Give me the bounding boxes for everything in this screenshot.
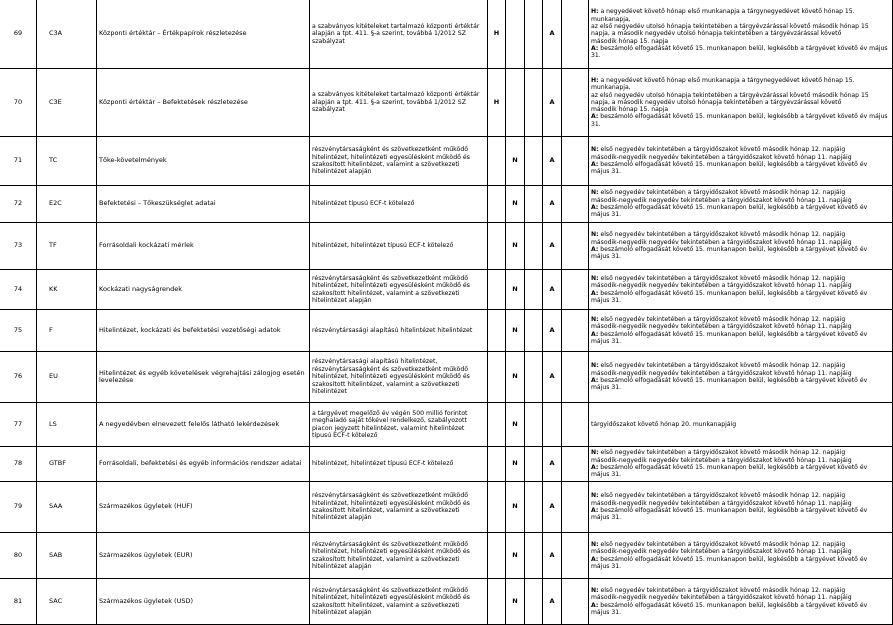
deadline-text: második-negyedik negyedév tekintetében a tárgyidőszakot követő hónap 11. napjáig [591,323,852,331]
flag-h [488,403,506,447]
deadline-label: A: [591,377,599,384]
deadline-line [591,492,890,499]
report-title: Központi értéktár – Befektetések részletezése [97,69,310,137]
deadline-text: első negyedév tekintetében a tárgyidőszakot követő második hónap 12. napjáig [600,146,846,154]
deadline-line [591,161,890,168]
submission-deadline [589,186,893,223]
deadline-line [591,168,890,175]
deadline-text: május 31. [591,471,622,479]
deadline-label: A: [591,330,599,338]
reporting-entities: részvénytársaságként és szövetkezetként működő hitelintézet, hitelintézeti egyesülésként működő és szakosított hitelintézet, valamint a szövetkezeti hitelintézet alapján [310,579,488,625]
empty-cell [562,482,589,533]
flag-a: A [543,579,562,625]
report-code: EU [37,352,97,403]
report-code: C3A [37,0,97,69]
flag-h [488,270,506,310]
report-title: Származékos ügyletek (HUF) [97,482,310,533]
deadline-text: május 31. [591,514,622,522]
submission-deadline [589,447,893,482]
empty-cell [562,69,589,137]
deadline-line [591,204,890,211]
deadline-line [591,556,890,563]
deadline-line [591,377,890,384]
deadline-text: május 31. [591,253,622,261]
empty-cell [562,352,589,403]
report-title: Forrásoldali kockázati mérlek [97,223,310,270]
deadline-label: N: [591,146,599,154]
row-number: 80 [0,533,37,579]
row-number: 77 [0,403,37,447]
deadline-text: második-negyedik negyedév tekintetében a tárgyidőszakot követő hónap 11. napjáig [591,238,852,246]
deadline-text: május 31. [591,296,622,304]
deadline-line [591,338,890,345]
table-row [0,137,893,186]
deadline-text: első negyedév tekintetében a tárgyidőszakot követő második hónap 12. napjáig [600,231,846,239]
row-number: 81 [0,579,37,625]
submission-deadline [589,137,893,186]
deadline-text: beszámoló elfogadását követő 15. munkanapon belül, legkésőbb a tárgyévet követő év [600,161,868,168]
deadline-line [591,92,890,99]
flag-h [488,223,506,270]
flag-a: A [543,270,562,310]
report-code: C3E [37,69,97,137]
deadline-text: első negyedév tekintetében a tárgyidőszakot követő második hónap 12. napjáig [600,315,846,323]
submission-deadline [589,69,893,137]
deadline-line [591,282,890,289]
deadline-line [591,594,890,601]
flag-n: N [506,403,525,447]
deadline-line [591,421,890,428]
empty-cell [525,482,543,533]
flag-h: H [488,0,506,69]
reporting-entities: részvénytársaságként és szövetkezetként működő hitelintézet, hitelintézeti egyesülésként működő és szakosított hitelintézet, valamint a szövetkezeti hitelintézet alapján [310,270,488,310]
empty-cell [525,352,543,403]
report-code: SAB [37,533,97,579]
deadline-text: május 31. [591,168,622,176]
empty-cell [562,310,589,352]
submission-deadline [589,352,893,403]
row-number: 74 [0,270,37,310]
deadline-text: beszámoló elfogadását követő 15. munkanapon belül, legkésőbb a tárgyévet követő év [600,555,868,563]
deadline-label: A: [591,289,599,297]
deadline-line [591,548,890,555]
empty-cell [562,137,589,186]
deadline-text: második-negyedik negyedév tekintetében a tárgyidőszakot követő hónap 11. napjáig [591,456,852,464]
deadline-text: első negyedév tekintetében a tárgyidőszakot követő második hónap 12. napjáig [600,540,846,548]
deadline-line [591,231,890,238]
deadline-line [591,500,890,507]
reporting-entities: részvénytársasági alapítású hitelintézet hitelintézet [310,310,488,352]
deadline-label: A: [591,161,599,168]
table-row [0,533,893,579]
flag-h [488,579,506,625]
empty-cell [562,403,589,447]
flag-h [488,310,506,352]
flag-a: A [543,0,562,69]
deadline-text: második-negyedik negyedév tekintetében a tárgyidőszakot követő hónap 11. napjáig [591,282,852,290]
flag-a: A [543,352,562,403]
submission-deadline [589,270,893,310]
flag-h [488,533,506,579]
table-row [0,310,893,352]
deadline-text: második-negyedik negyedév tekintetében a tárgyidőszakot követő hónap 11. napjáig [591,153,852,161]
deadline-text: napja, a második negyedév utolsó hónapja tekintetében a tárgyévzárással követő [591,30,842,38]
deadline-text: első negyedév tekintetében a tárgyidőszakot követő második hónap 12. napjáig [600,189,846,197]
deadline-text: május 31. [591,562,622,570]
table-row [0,352,893,403]
deadline-label: A: [591,507,599,514]
flag-n [506,69,525,137]
flag-n: N [506,186,525,223]
table-row [0,270,893,310]
deadline-line [591,449,890,456]
deadline-line [591,471,890,478]
flag-n: N [506,482,525,533]
empty-cell [525,69,543,137]
deadline-text: beszámoló elfogadását követő 15. munkanapon belül, legkésőbb a tárgyévet követő év [600,507,868,514]
deadline-label: H: [591,8,599,16]
empty-cell [562,186,589,223]
deadline-text: május 31. [591,337,622,345]
reporting-entities: hitelintézet típusú ECF-t kötelező [310,186,488,223]
deadline-line [591,457,890,464]
reporting-entities: hitelintézet, hitelintézet típusú ECF-t kötelező [310,447,488,482]
deadline-line [591,609,890,616]
deadline-label: N: [591,315,599,323]
row-number: 71 [0,137,37,186]
deadline-line [591,38,890,45]
table-row [0,69,893,137]
deadline-text: május 31. [591,384,622,392]
deadline-text: második-negyedik negyedév tekintetében a tárgyidőszakot követő hónap 11. napjáig [591,594,852,602]
deadline-label: A: [591,204,599,211]
submission-deadline [589,533,893,579]
deadline-text: első negyedév tekintetében a tárgyidőszakot követő második hónap 12. napjáig [600,586,846,594]
flag-a: A [543,186,562,223]
deadline-line [591,297,890,304]
deadline-line [591,154,890,161]
deadline-line [591,45,890,60]
flag-h [488,137,506,186]
report-code: SAA [37,482,97,533]
reporting-entities: részvénytársaságként és szövetkezetként működő hitelintézet, hitelintézeti egyesülésként működő és szakosított hitelintézet, valamint a szövetkezeti hitelintézet alapján [310,137,488,186]
flag-n: N [506,533,525,579]
empty-cell [525,533,543,579]
empty-cell [525,223,543,270]
empty-cell [525,403,543,447]
submission-deadline [589,482,893,533]
deadline-line [591,8,890,23]
report-title: Központi értéktár – Értékpapírok részletezése [97,0,310,69]
deadline-text: a negyedévet követő hónap első munkanapja a tárgynegyedévet követő hónap 15. munkanapja, [591,76,855,92]
empty-cell [562,0,589,69]
flag-n: N [506,352,525,403]
report-code: E2C [37,186,97,223]
deadline-text: beszámoló elfogadását követő 15. munkanapon belül, legkésőbb a tárgyévet követő év [600,330,868,338]
deadline-text: napja, a második negyedév utolsó hónapja tekintetében a tárgyévzárással követő [591,98,842,106]
deadline-line [591,362,890,369]
flag-n: N [506,579,525,625]
deadline-label: A: [591,464,599,471]
flag-n: N [506,270,525,310]
deadline-text: második-negyedik negyedév tekintetében a tárgyidőszakot követő hónap 11. napjáig [591,196,852,204]
submission-deadline [589,0,893,69]
deadline-line [591,211,890,218]
deadline-line [591,331,890,338]
deadline-line [591,246,890,253]
deadline-text: első negyedév tekintetében a tárgyidőszakot követő második hónap 12. napjáig [600,362,846,370]
deadline-label: N: [591,362,599,370]
flag-h [488,352,506,403]
deadline-text: második hónap 15. napja [591,106,669,114]
deadline-text: beszámoló elfogadását követő 15. munkanapon belül, legkésőbb a tárgyévet követő év [600,464,868,471]
deadline-text: az első negyedév utolsó hónapja tekintetében a tárgyévzárással követő második hónap 15 [591,23,869,31]
row-number: 69 [0,0,37,69]
report-title: A negyedévben elnevezett felelős látható lekérdezések [97,403,310,447]
deadline-text: beszámoló elfogadását követő 15. munkanapon belül, legkésőbb a tárgyévet követő év [600,289,868,297]
deadline-line [591,290,890,297]
deadline-label: A: [591,601,599,609]
reporting-entities: a szabványos kitételeket tartalmazó központi értéktár alapján a tpt. 411. §-a szerint, továbbá 1/2012 SZ szabályzat [310,0,488,69]
reporting-entities: a szabványos kitételeket tartalmazó központi értéktár alapján a tpt. 411. §-a szerint, továbbá 1/2012 SZ szabályzat [310,69,488,137]
deadline-label: A: [591,113,599,121]
report-title: Származékos ügyletek (USD) [97,579,310,625]
deadline-text: beszámoló elfogadását követő 15. munkanapon belül, legkésőbb a tárgyévet követő év május 31. [591,44,888,60]
empty-cell [562,447,589,482]
row-number: 73 [0,223,37,270]
submission-deadline [589,310,893,352]
table-row [0,0,893,69]
deadline-text: május 31. [591,608,622,616]
deadline-line [591,197,890,204]
report-code: GTBF [37,447,97,482]
deadline-line [591,464,890,471]
flag-a: A [543,137,562,186]
deadline-text: beszámoló elfogadását követő 15. munkanapon belül, legkésőbb a tárgyévet követő év [600,204,868,211]
report-code: KK [37,270,97,310]
deadline-label: H: [591,76,599,84]
deadline-line [591,507,890,514]
report-code: SAC [37,579,97,625]
empty-cell [525,186,543,223]
flag-a: A [543,447,562,482]
report-code: TF [37,223,97,270]
empty-cell [562,270,589,310]
table-row [0,447,893,482]
row-number: 78 [0,447,37,482]
deadline-text: első negyedév tekintetében a tárgyidőszakot követő második hónap 12. napjáig [600,274,846,282]
empty-cell [562,579,589,625]
table-row [0,223,893,270]
empty-cell [562,533,589,579]
deadline-label: N: [591,449,599,457]
deadline-line [591,563,890,570]
deadline-line [591,189,890,196]
report-title: Hitelintézet és egyéb követelések végrehajtási zálogjog esetén levelezése [97,352,310,403]
deadline-label: N: [591,274,599,282]
table-row [0,403,893,447]
deadline-text: első negyedév tekintetében a tárgyidőszakot követő második hónap 12. napjáig [600,492,846,500]
report-title: Kockázati nagyságrendek [97,270,310,310]
report-code: F [37,310,97,352]
deadline-text: a negyedévet követő hónap első munkanapja a tárgynegyedévet követő hónap 15. munkanapja, [591,8,855,23]
deadline-text: beszámoló elfogadását követő 15. munkanapon belül, legkésőbb a tárgyévet követő év [600,601,868,609]
reporting-entities: a tárgyévet megelőző év végén 500 millió forintot meghaladó saját tőkével rendelkező, szabályozott piacon jegyzett hitelintézet, valamint hitelintézet típusú ECF-t kötelező [310,403,488,447]
report-title: Forrásoldali, befektetési és egyéb információs rendszer adatai [97,447,310,482]
empty-cell [525,310,543,352]
flag-a: A [543,223,562,270]
deadline-line [591,77,890,92]
submission-deadline [589,223,893,270]
deadline-label: N: [591,540,599,548]
submission-deadline [589,403,893,447]
deadline-line [591,323,890,330]
deadline-text: második hónap 15. napja [591,37,669,45]
deadline-label: N: [591,189,599,197]
deadline-text: első negyedév tekintetében a tárgyidőszakot követő második hónap 12. napjáig [600,449,846,457]
row-number: 70 [0,69,37,137]
flag-n [506,0,525,69]
deadline-line [591,253,890,260]
flag-h [488,447,506,482]
deadline-line [591,146,890,153]
deadline-text: május 31. [591,211,622,219]
empty-cell [525,270,543,310]
reporting-entities: részvénytársaságként és szövetkezetként működő hitelintézet, hitelintézeti egyesülésként működő és szakosított hitelintézet, valamint a szövetkezeti hitelintézet alapján [310,533,488,579]
flag-h: H [488,69,506,137]
row-number: 75 [0,310,37,352]
report-code: LS [37,403,97,447]
deadline-text: második-negyedik negyedév tekintetében a tárgyidőszakot követő hónap 11. napjáig [591,499,852,507]
deadline-line [591,514,890,521]
flag-n: N [506,447,525,482]
deadline-label: A: [591,246,599,253]
flag-h [488,186,506,223]
report-title: Hitelintézet, kockázati és befektetési vezetőségi adatok [97,310,310,352]
flag-h [488,482,506,533]
submission-deadline [589,579,893,625]
empty-cell [525,447,543,482]
row-number: 72 [0,186,37,223]
flag-a: A [543,310,562,352]
report-title: Befektetési – Tőkeszükséglet adatai [97,186,310,223]
table-row [0,482,893,533]
flag-a: A [543,69,562,137]
flag-n: N [506,223,525,270]
deadline-text: második-negyedik negyedév tekintetében a tárgyidőszakot követő hónap 11. napjáig [591,369,852,377]
flag-a: A [543,533,562,579]
deadline-label: N: [591,231,599,239]
deadline-label: A: [591,555,599,563]
deadline-text: beszámoló elfogadását követő 15. munkanapon belül, legkésőbb a tárgyévet követő év [600,246,868,253]
deadline-line [591,384,890,391]
empty-cell [525,137,543,186]
deadline-text: beszámoló elfogadását követő 15. munkanapon belül, legkésőbb a tárgyévet követő év május 31. [591,113,888,128]
flag-a: A [543,482,562,533]
empty-cell [525,0,543,69]
deadline-line [591,113,890,128]
deadline-label: N: [591,492,599,500]
empty-cell [562,223,589,270]
deadline-line [591,370,890,377]
empty-cell [525,579,543,625]
table-row [0,186,893,223]
flag-n: N [506,310,525,352]
deadline-text: az első negyedév utolsó hónapja tekintetében a tárgyévzárással követő második hónap 15 [591,91,869,99]
deadline-label: N: [591,586,599,594]
flag-a [543,403,562,447]
reporting-entities: részvénytársaságként és szövetkezetként működő hitelintézet, hitelintézeti egyesülésként működő és szakosított hitelintézet, valamint a szövetkezeti hitelintézet alapján [310,482,488,533]
flag-n: N [506,137,525,186]
reporting-entities: részvénytársasági alapítású hitelintézet, részvénytársaságként és szövetkezetként működő hitelintézet, hitelintézeti egyesülésként működő és szakosított hitelintézet, valamint a szövetkezeti hitelintézet [310,352,488,403]
deadline-line [591,602,890,609]
report-title: Tőke-követelmények [97,137,310,186]
report-code: TC [37,137,97,186]
deadline-text: második-negyedik negyedév tekintetében a tárgyidőszakot követő hónap 11. napjáig [591,548,852,556]
deadline-line [591,30,890,37]
reporting-entities: hitelintézet, hitelintézet típusú ECF-t kötelező [310,223,488,270]
deadline-text: beszámoló elfogadását követő 15. munkanapon belül, legkésőbb a tárgyévet követő év [600,377,868,384]
table-row [0,579,893,625]
deadline-line [591,239,890,246]
report-title: Származékos ügyletek (EUR) [97,533,310,579]
deadline-text: tárgyidőszakot követő hónap 20. munkanapjáig [591,420,737,428]
row-number: 79 [0,482,37,533]
row-number: 76 [0,352,37,403]
deadline-label: A: [591,44,599,52]
